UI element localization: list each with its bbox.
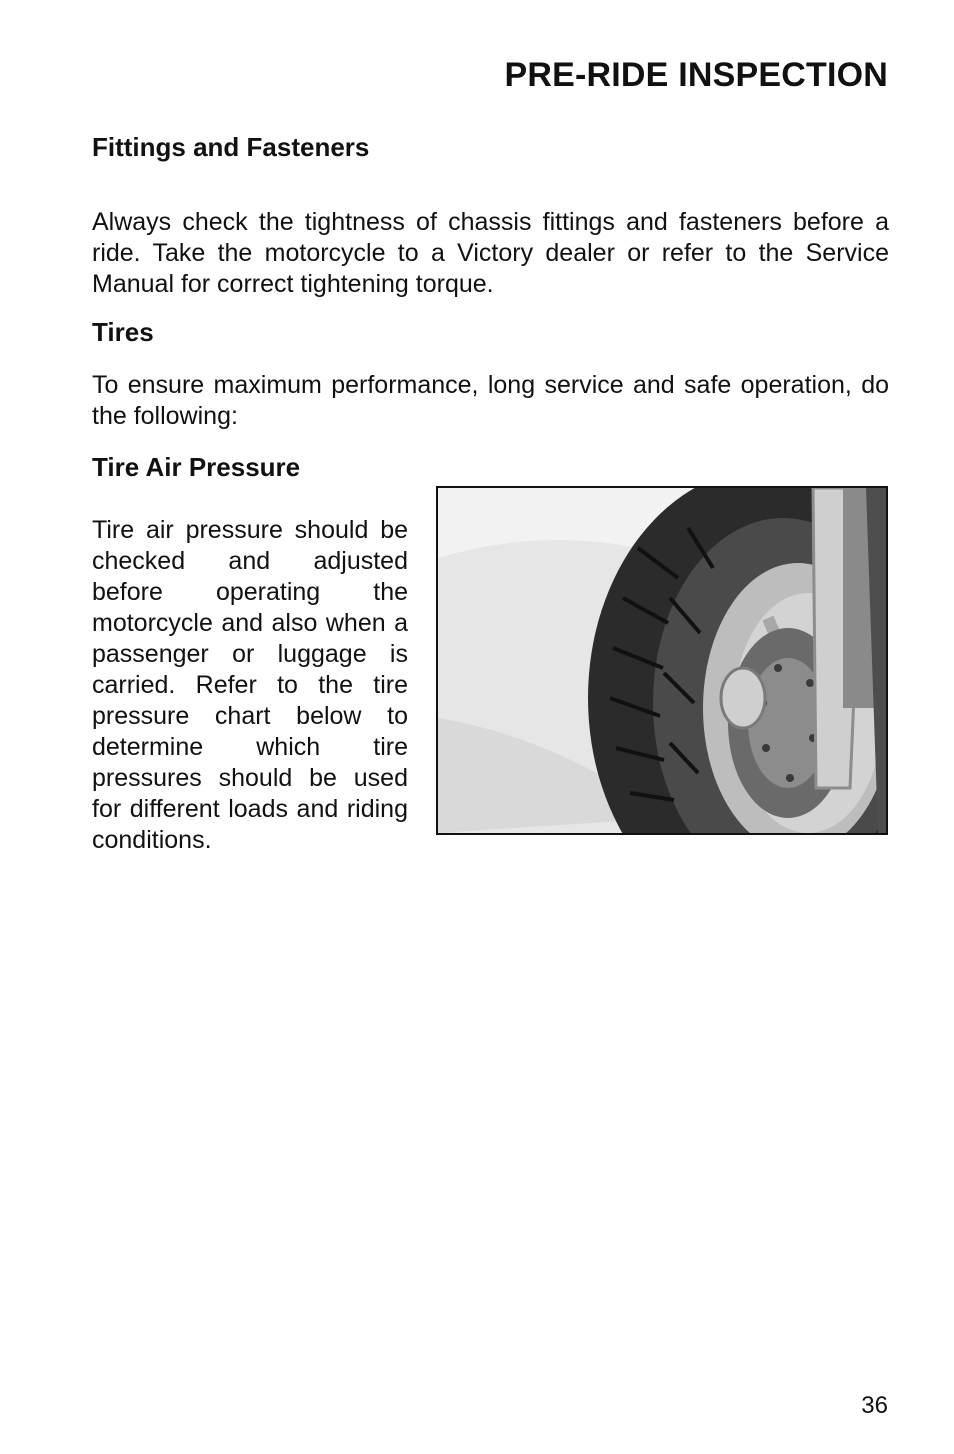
paragraph-tire-air-pressure: Tire air pressure should be checked and adjusted before operating the motorcycle and also when a passenger or luggage is carried. Refer to the tire pressure chart below to determine which tire pressures should be used for different loads and riding conditions. [92,516,408,854]
chapter-title: PRE-RIDE INSPECTION [504,56,888,94]
page-number: 36 [861,1392,888,1419]
paragraph-fittings: Always check the tightness of chassis fittings and fasteners before a ride. Take the motorcycle to a Victory dealer or refer to the Service Manual for correct tightening torque. [92,208,889,298]
front-tire-photo [436,486,888,835]
heading-fittings-and-fasteners: Fittings and Fasteners [92,132,370,162]
heading-tire-air-pressure: Tire Air Pressure [92,452,301,482]
front-tire-illustration [438,488,886,833]
paragraph-tires: To ensure maximum performance, long service and safe operation, do the following: [92,371,889,430]
heading-tires: Tires [92,317,154,347]
